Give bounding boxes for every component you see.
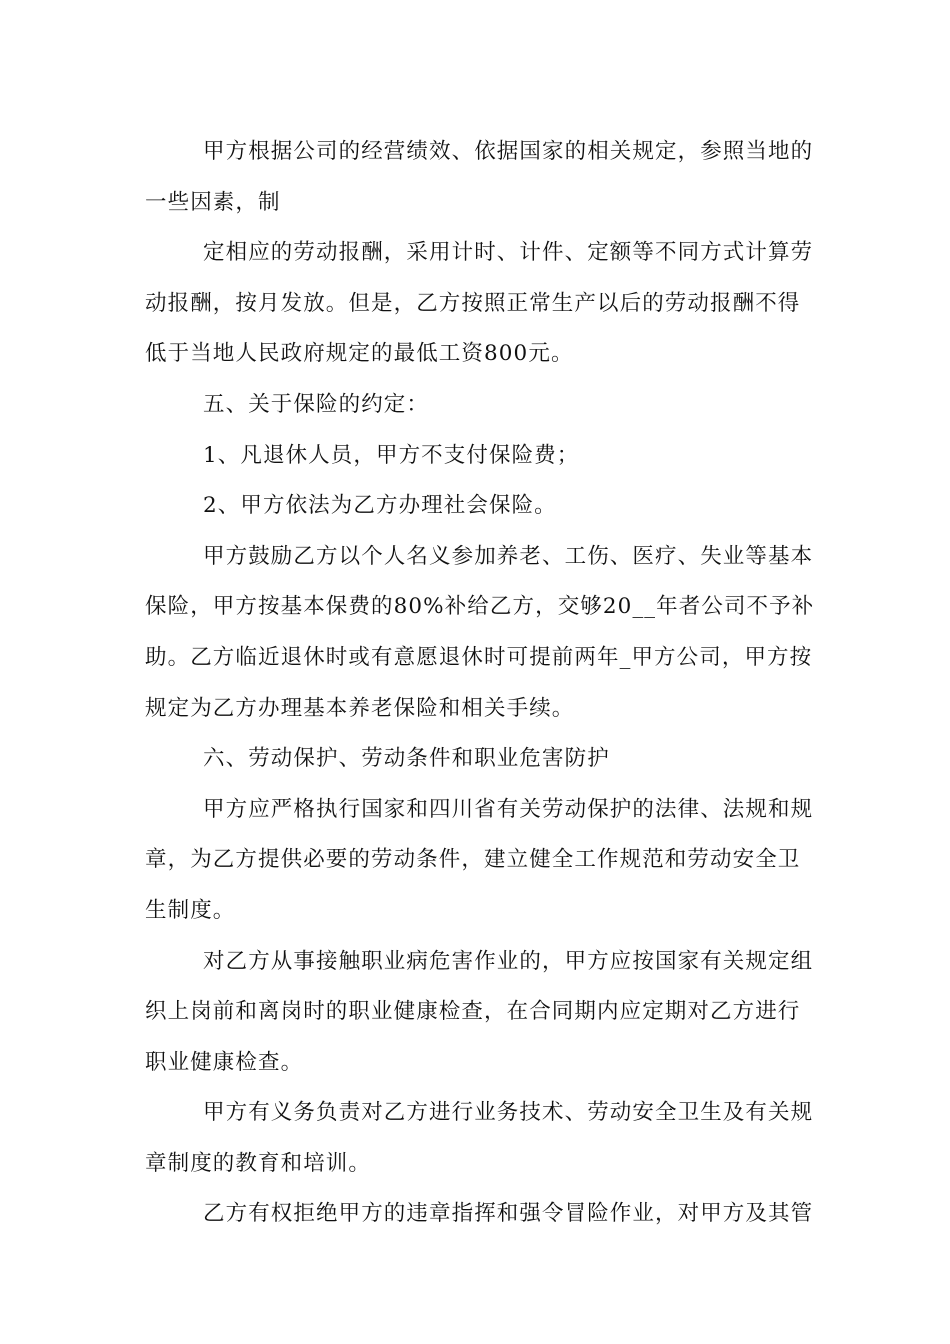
text-line: 章，为乙方提供必要的劳动条件，建立健全工作规范和劳动安全卫 bbox=[145, 847, 801, 873]
text-line: 章制度的教育和培训。 bbox=[145, 1150, 372, 1176]
text-line: 低于当地人民政府规定的最低工资800元。 bbox=[145, 341, 574, 367]
text-line: 规定为乙方办理基本养老保险和相关手续。 bbox=[145, 695, 575, 721]
text-line: 甲方有义务负责对乙方进行业务技术、劳动安全卫生及有关规 bbox=[203, 1100, 814, 1126]
text-line: 乙方有权拒绝甲方的违章指挥和强令冒险作业，对甲方及其管 bbox=[203, 1201, 814, 1227]
text-line: 对乙方从事接触职业病危害作业的，甲方应按国家有关规定组 bbox=[203, 948, 814, 974]
list-item: 2、甲方依法为乙方办理社会保险。 bbox=[203, 493, 557, 519]
text-line: 一些因素，制 bbox=[145, 189, 281, 215]
text-line: 甲方鼓励乙方以个人名义参加养老、工伤、医疗、失业等基本 bbox=[203, 543, 814, 569]
text-line: 生制度。 bbox=[145, 897, 236, 923]
text-line: 织上岗前和离岗时的职业健康检查，在合同期内应定期对乙方进行 bbox=[145, 999, 801, 1025]
text-line: 职业健康检查。 bbox=[145, 1049, 304, 1075]
text-line: 定相应的劳动报酬，采用计时、计件、定额等不同方式计算劳 bbox=[203, 240, 814, 266]
list-item: 1、凡退休人员，甲方不支付保险费； bbox=[203, 442, 580, 468]
section-heading-labor-protection: 六、劳动保护、劳动条件和职业危害防护 bbox=[203, 746, 610, 772]
text-line: 保险，甲方按基本保费的80%补给乙方，交够20__年者公司不予补 bbox=[145, 594, 815, 620]
text-line: 甲方应严格执行国家和四川省有关劳动保护的法律、法规和规 bbox=[203, 796, 814, 822]
text-line: 助。乙方临近退休时或有意愿退休时可提前两年_甲方公司，甲方按 bbox=[145, 644, 813, 670]
text-line: 动报酬，按月发放。但是，乙方按照正常生产以后的劳动报酬不得 bbox=[145, 290, 801, 316]
document-body bbox=[145, 127, 815, 1240]
text-line: 甲方根据公司的经营绩效、依据国家的相关规定，参照当地的 bbox=[203, 139, 814, 164]
section-heading-insurance: 五、关于保险的约定： bbox=[203, 391, 430, 417]
